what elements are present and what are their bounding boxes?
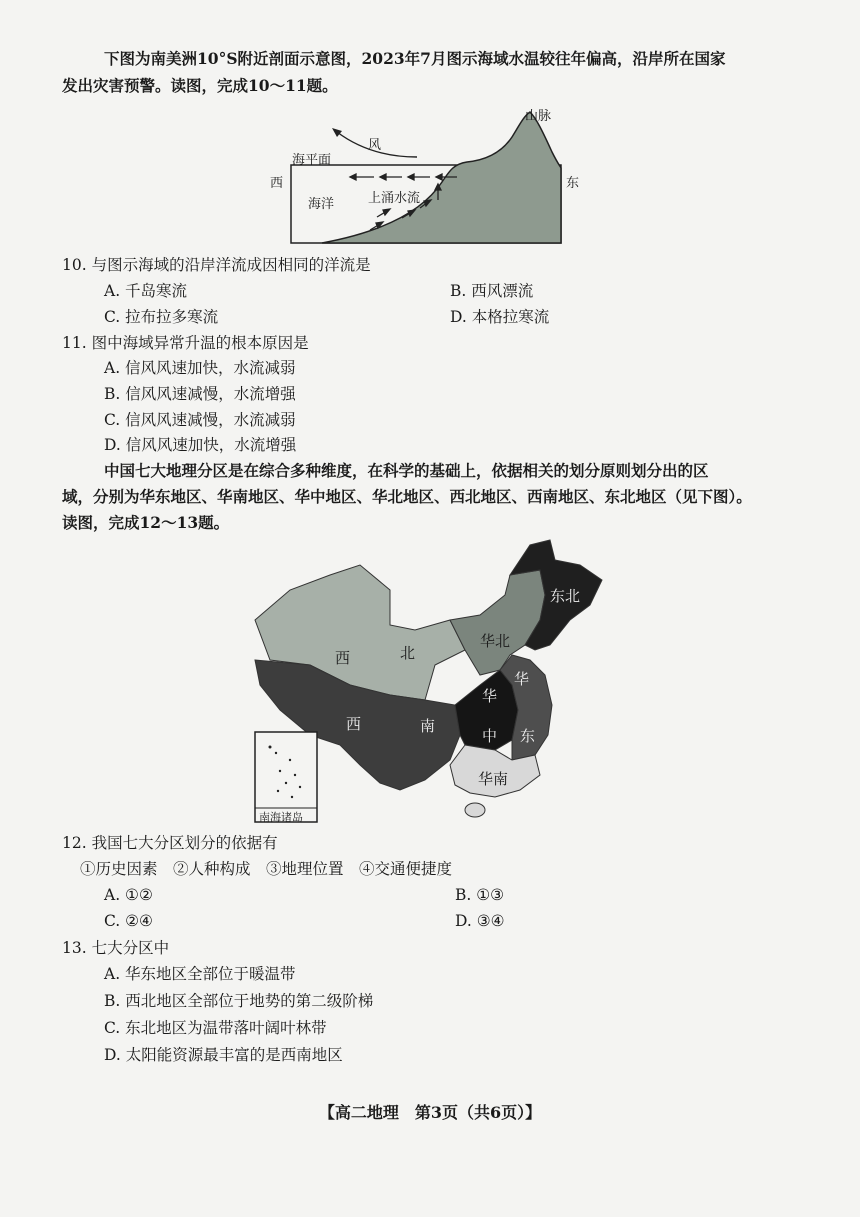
label-huadong-dong: 东	[520, 727, 536, 745]
label-huanan: 华南	[478, 770, 509, 788]
cross-section-figure	[262, 102, 582, 252]
ocean-label: 海洋	[308, 197, 335, 212]
q11-option-c: C. 信风风速减慢，水流减弱	[104, 411, 296, 429]
q11-option-d: D. 信风风速加快，水流增强	[104, 436, 297, 454]
label-huazhong-zhong: 中	[482, 727, 498, 745]
q13-option-b: B. 西北地区全部位于地势的第二级阶梯	[104, 992, 374, 1010]
intro1-line2: 发出灾害预警。读图，完成10～11题。	[62, 76, 338, 95]
intro2-line2: 域，分别为华东地区、华南地区、华中地区、华北地区、西北地区、西南地区、东北地区（见下图）。	[62, 487, 752, 506]
east-label: 东	[566, 176, 580, 191]
mountain-label: 山脉	[525, 109, 552, 124]
sea-level-label: 海平面	[292, 153, 332, 168]
q12-stem: 12. 我国七大分区划分的依据有	[62, 834, 278, 852]
intro2-line1: 中国七大地理分区是在综合多种维度，在科学的基础上，依据相关的划分原则划分出的区	[104, 461, 709, 480]
q10-stem: 10. 与图示海域的沿岸洋流成因相同的洋流是	[62, 256, 371, 274]
q13-option-c: C. 东北地区为温带落叶阔叶林带	[104, 1019, 327, 1037]
label-xibei-xi: 西	[335, 649, 351, 667]
upwelling-label: 上涌水流	[368, 191, 421, 206]
q10-option-d: D. 本格拉寒流	[450, 308, 550, 326]
label-inset: 南海诸岛	[259, 811, 303, 824]
region-north	[450, 570, 545, 675]
label-huadong-hua: 华	[514, 670, 530, 688]
q12-option-c: C. ②④	[104, 912, 153, 930]
q12-option-d: D. ③④	[455, 912, 505, 930]
q12-options-list: ①历史因素 ②人种构成 ③地理位置 ④交通便捷度	[80, 860, 453, 878]
q10-option-b: B. 西风漂流	[450, 282, 534, 300]
china-regions-map	[250, 535, 615, 825]
wind-label: 风	[368, 138, 382, 153]
q12-option-a: A. ①②	[104, 886, 153, 904]
china-map-svg	[250, 535, 615, 825]
label-huabei: 华北	[480, 632, 511, 650]
intro2-line3: 读图，完成12～13题。	[62, 513, 230, 532]
label-xinan-xi: 西	[346, 715, 362, 733]
wind-arrow-head	[332, 128, 342, 137]
q11-stem: 11. 图中海域异常升温的根本原因是	[62, 334, 309, 352]
west-label: 西	[270, 176, 284, 191]
label-xibei-bei: 北	[400, 644, 416, 662]
q13-option-a: A. 华东地区全部位于暖温带	[104, 965, 296, 983]
q11-option-b: B. 信风风速减慢，水流增强	[104, 385, 296, 403]
q10-option-c: C. 拉布拉多寒流	[104, 308, 219, 326]
intro1-line1: 下图为南美洲10°S附近剖面示意图，2023年7月图示海域水温较往年偏高，沿岸所在国家	[104, 49, 726, 68]
label-xinan-nan: 南	[420, 717, 436, 735]
page-footer: 【高二地理 第3页（共6页）】	[318, 1103, 542, 1122]
hainan-island	[465, 803, 485, 817]
cross-section-svg	[262, 102, 582, 252]
q10-option-a: A. 千岛寒流	[104, 282, 188, 300]
q13-option-d: D. 太阳能资源最丰富的是西南地区	[104, 1046, 343, 1064]
q11-option-a: A. 信风风速加快，水流减弱	[104, 359, 296, 377]
q13-stem: 13. 七大分区中	[62, 939, 170, 957]
q12-option-b: B. ①③	[455, 886, 505, 904]
label-huazhong-hua: 华	[482, 687, 498, 705]
surface-current-arrows	[350, 174, 457, 180]
label-dongbei: 东北	[550, 587, 581, 605]
